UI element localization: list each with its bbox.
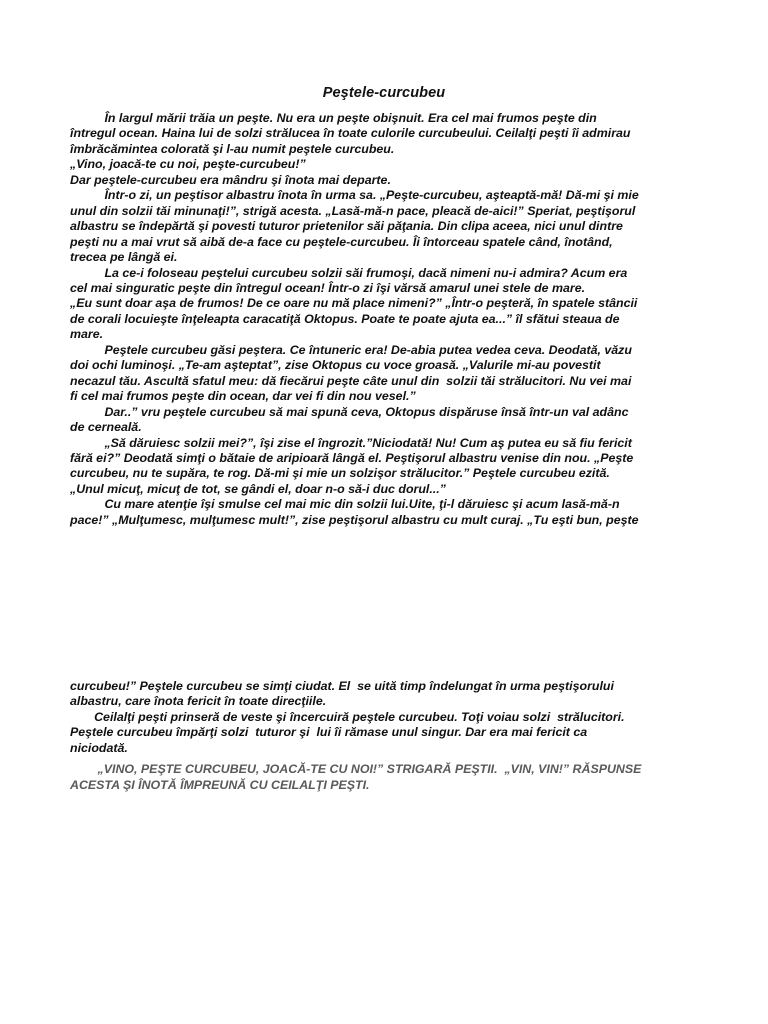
story-text-bottom: curcubeu!” Peştele curcubeu se simţi ciudat. El se uită timp îndelungat în urma peştişorului albastru, care înota fericit în toate direcţiile. Ceilalţi peşti prinseră de veste şi încercuiră peştele curcubeu. Toţi voiau solzi strălucitori. Peştele curcubeu împărţi solzi tuturor şi lui îi rămase unul singur. Dar era mai fericit ca niciodată. [70,679,625,755]
story-text-top: În largul mării trăia un peşte. Nu era un peşte obişnuit. Era cel mai frumos peşte din întregul ocean. Haina lui de solzi strălucea în toate culorile curcubeului. Ceilalţi peşti îi admirau îmbrăcămintea colorată şi l-au numit peştele curcubeu. „Vino, joacă-te cu noi, peşte-curcubeu!” Dar peştele-curcubeu era mândru şi înota mai departe. Într-o zi, un peştisor albastru înota în urma sa. „Peşte-curcubeu, aşteaptă-mă! Dă-mi şi mie unul din solzii tăi minunaţi!”, strigă acesta. „Lasă-mă-n pace, pleacă de-aici!” Speriat, peştişorul albastru se îndepărtă şi povesti tuturor prietenilor săi păţania. Din clipa aceea, nici unul dintre peşti nu a mai vrut să aibă de-a face cu peştele-curcubeu. Îi întorceau spatele când, înotând, trecea pe lângă ei. La ce-i foloseau peştelui curcubeu solzii săi frumoşi, dacă nimeni nu-i admira? Acum era cel mai singuratic peşte din întregul ocean! Într-o zi îşi vărsă amarul unei stele de mare. „Eu sunt doar aşa de frumos! De ce oare nu mă place nimeni?” „Într-o peşteră, în spatele stâncii de corali locuieşte înţeleapta caracatiţă Oktopus. Poate te poate ajuta ea...” îl sfătui steaua de mare. Peştele curcubeu găsi peştera. Ce întuneric era! De-abia putea vedea ceva. Deodată, văzu doi ochi luminoşi. „Te-am aşteptat”, zise Oktopus cu voce groasă. „Valurile mi-au povestit necazul tău. Ascultă sfatul meu: dă fiecărui peşte câte unul din solzii tăi strălucitori. Nu vei mai fi cel mai frumos peşte din ocean, dar vei fi din nou vesel.” Dar..” vru peştele curcubeu să mai spună ceva, Oktopus dispăruse însă într-un val adânc de cerneală. „Să dăruiesc solzii mei?”, îşi zise el îngrozit.”Niciodată! Nu! Cum aş putea eu să fiu fericit fără ei?” Deodată simţi o bătaie de aripioară lângă el. Peştişorul albastru venise din nou. „Peşte curcubeu, nu te supăra, te rog. Dă-mi şi mie un solzişor strălucitor.” Peştele curcubeu ezită. „Unul micuţ, micuţ de tot, se gândi el, doar n-o să-i duc dorul...” Cu mare atenţie îşi smulse cel mai mic din solzii lui.Uite, ţi-l dăruiesc şi acum lasă-mă-n pace!” „Mulţumesc, mulţumesc mult!”, zise peştişorul albastru cu mult curaj. „Tu eşti bun, peşte [70,111,639,527]
page-title: Peştele-curcubeu [322,85,446,101]
story-ending: „VINO, PEŞTE CURCUBEU, JOACĂ-TE CU NOI!” STRIGARĂ PEŞTII. „VIN, VIN!” RĂSPUNSE ACESTA ŞI ÎNOTĂ ÎMPREUNĂ CU CEILALŢI PEŞTI. [70,762,642,792]
